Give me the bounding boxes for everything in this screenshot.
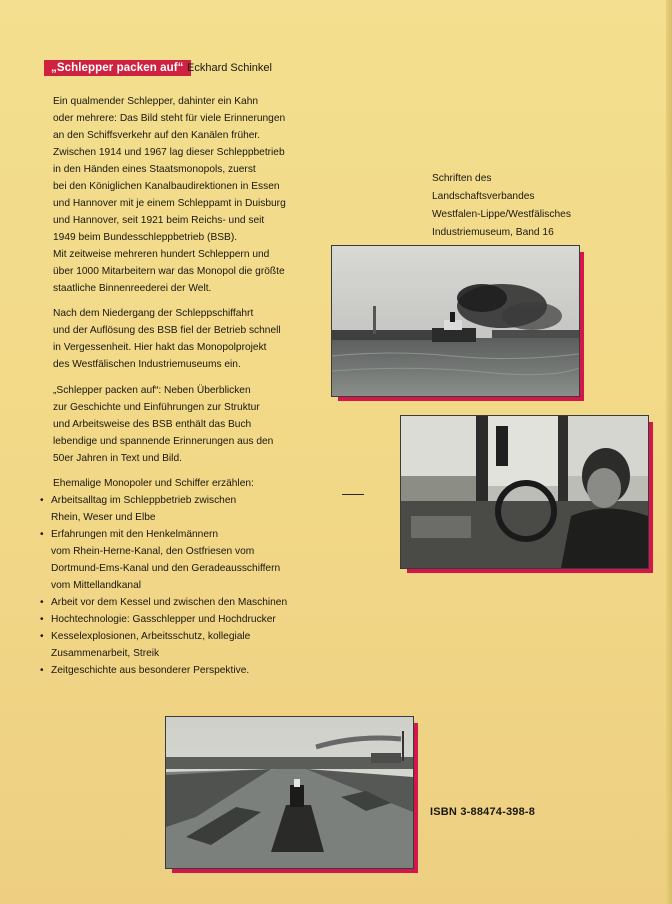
paragraph-2 <box>53 305 353 373</box>
paragraph-1-line: in den Händen eines Staatsmonopols, zuerst <box>53 164 256 175</box>
paragraph-1-line: 1949 beim Bundesschleppbetrieb (BSB). <box>53 232 238 243</box>
paragraph-3-line: 50er Jahren in Text und Bild. <box>53 453 182 464</box>
bullet-item-continued: vom Mittellandkanal <box>51 580 142 591</box>
paragraph-2-line: und der Auflösung des BSB fiel der Betrieb schnell <box>53 325 281 336</box>
series-line: Landschaftsverbandes <box>432 191 535 202</box>
author-name: Eckhard Schinkel <box>187 62 272 74</box>
bullets-intro: Ehemalige Monopoler und Schiffer erzählen: <box>53 478 254 489</box>
paragraph-3-line: lebendige und spannende Erinnerungen aus den <box>53 436 274 447</box>
paragraph-1-line: Mit zeitweise mehreren hundert Schleppern und <box>53 249 270 260</box>
bullet-item: • Erfahrungen mit den Henkelmännern <box>40 526 360 543</box>
paragraph-1-line: Ein qualmender Schlepper, dahinter ein Kahn <box>53 96 259 107</box>
divider-dash <box>342 494 364 495</box>
paragraph-1-line: über 1000 Mitarbeitern war das Monopol die größte <box>53 266 285 277</box>
paragraph-3-line: „Schlepper packen auf“: Neben Überblicken <box>53 385 251 396</box>
paragraph-1-line: oder mehrere: Das Bild steht für viele Erinnerungen <box>53 113 286 124</box>
paragraph-3-line: und Arbeitsweise des BSB enthält das Buch <box>53 419 252 430</box>
paragraph-1 <box>53 93 353 297</box>
paragraph-1-line: und Hannover mit je einem Schleppamt in Duisburg <box>53 198 286 209</box>
bullet-item: • Hochtechnologie: Gasschlepper und Hochdrucker <box>40 611 360 628</box>
page-edge <box>666 0 672 904</box>
paragraph-3 <box>53 382 353 467</box>
paragraph-1-line: an den Schiffsverkehr auf den Kanälen früher. <box>53 130 261 141</box>
series-line: Industriemuseum, Band 16 <box>432 227 554 238</box>
paragraph-1-line: staatliche Binnenreederei der Welt. <box>53 283 212 294</box>
paragraph-1-line: Zwischen 1914 und 1967 lag dieser Schleppbetrieb <box>53 147 285 158</box>
bullet-item: • Arbeitsalltag im Schleppbetrieb zwischen <box>40 492 360 509</box>
bullet-item-continued: Dortmund-Ems-Kanal und den Geradeausschiffern <box>51 563 281 574</box>
isbn: ISBN 3-88474-398-8 <box>430 806 536 818</box>
series-line: Schriften des <box>432 173 492 184</box>
series-line: Westfalen-Lippe/Westfälisches <box>432 209 571 220</box>
bullet-item: • Kesselexplosionen, Arbeitsschutz, kollegiale <box>40 628 360 645</box>
book-title-badge: „Schlepper packen auf“ <box>44 60 191 76</box>
paragraph-2-line: in Vergessenheit. Hier hakt das Monopolprojekt <box>53 342 267 353</box>
bullet-item: • Arbeit vor dem Kessel und zwischen den Maschinen <box>40 594 360 611</box>
tug-smoke-photo <box>331 245 580 397</box>
paragraph-3-line: zur Geschichte und Einführungen zur Struktur <box>53 402 260 413</box>
bullet-item-continued: Zusammenarbeit, Streik <box>51 648 160 659</box>
paragraph-2-line: Nach dem Niedergang der Schleppschiffahrt <box>53 308 254 319</box>
paragraph-2-line: des Westfälischen Industriemuseums ein. <box>53 359 241 370</box>
bullet-item-continued: Rhein, Weser und Elbe <box>51 512 156 523</box>
tug-barges-photo <box>165 716 414 869</box>
paragraph-1-line: und Hannover, seit 1921 beim Reichs- und seit <box>53 215 265 226</box>
series-info <box>432 170 612 242</box>
bullet-item-continued: vom Rhein-Herne-Kanal, den Ostfriesen vom <box>51 546 255 557</box>
helmsman-photo <box>400 415 649 569</box>
paragraph-1-line: bei den Königlichen Kanalbaudirektionen in Essen <box>53 181 280 192</box>
bullet-item: • Zeitgeschichte aus besonderer Perspektive. <box>40 662 360 679</box>
bullet-list <box>40 492 360 679</box>
